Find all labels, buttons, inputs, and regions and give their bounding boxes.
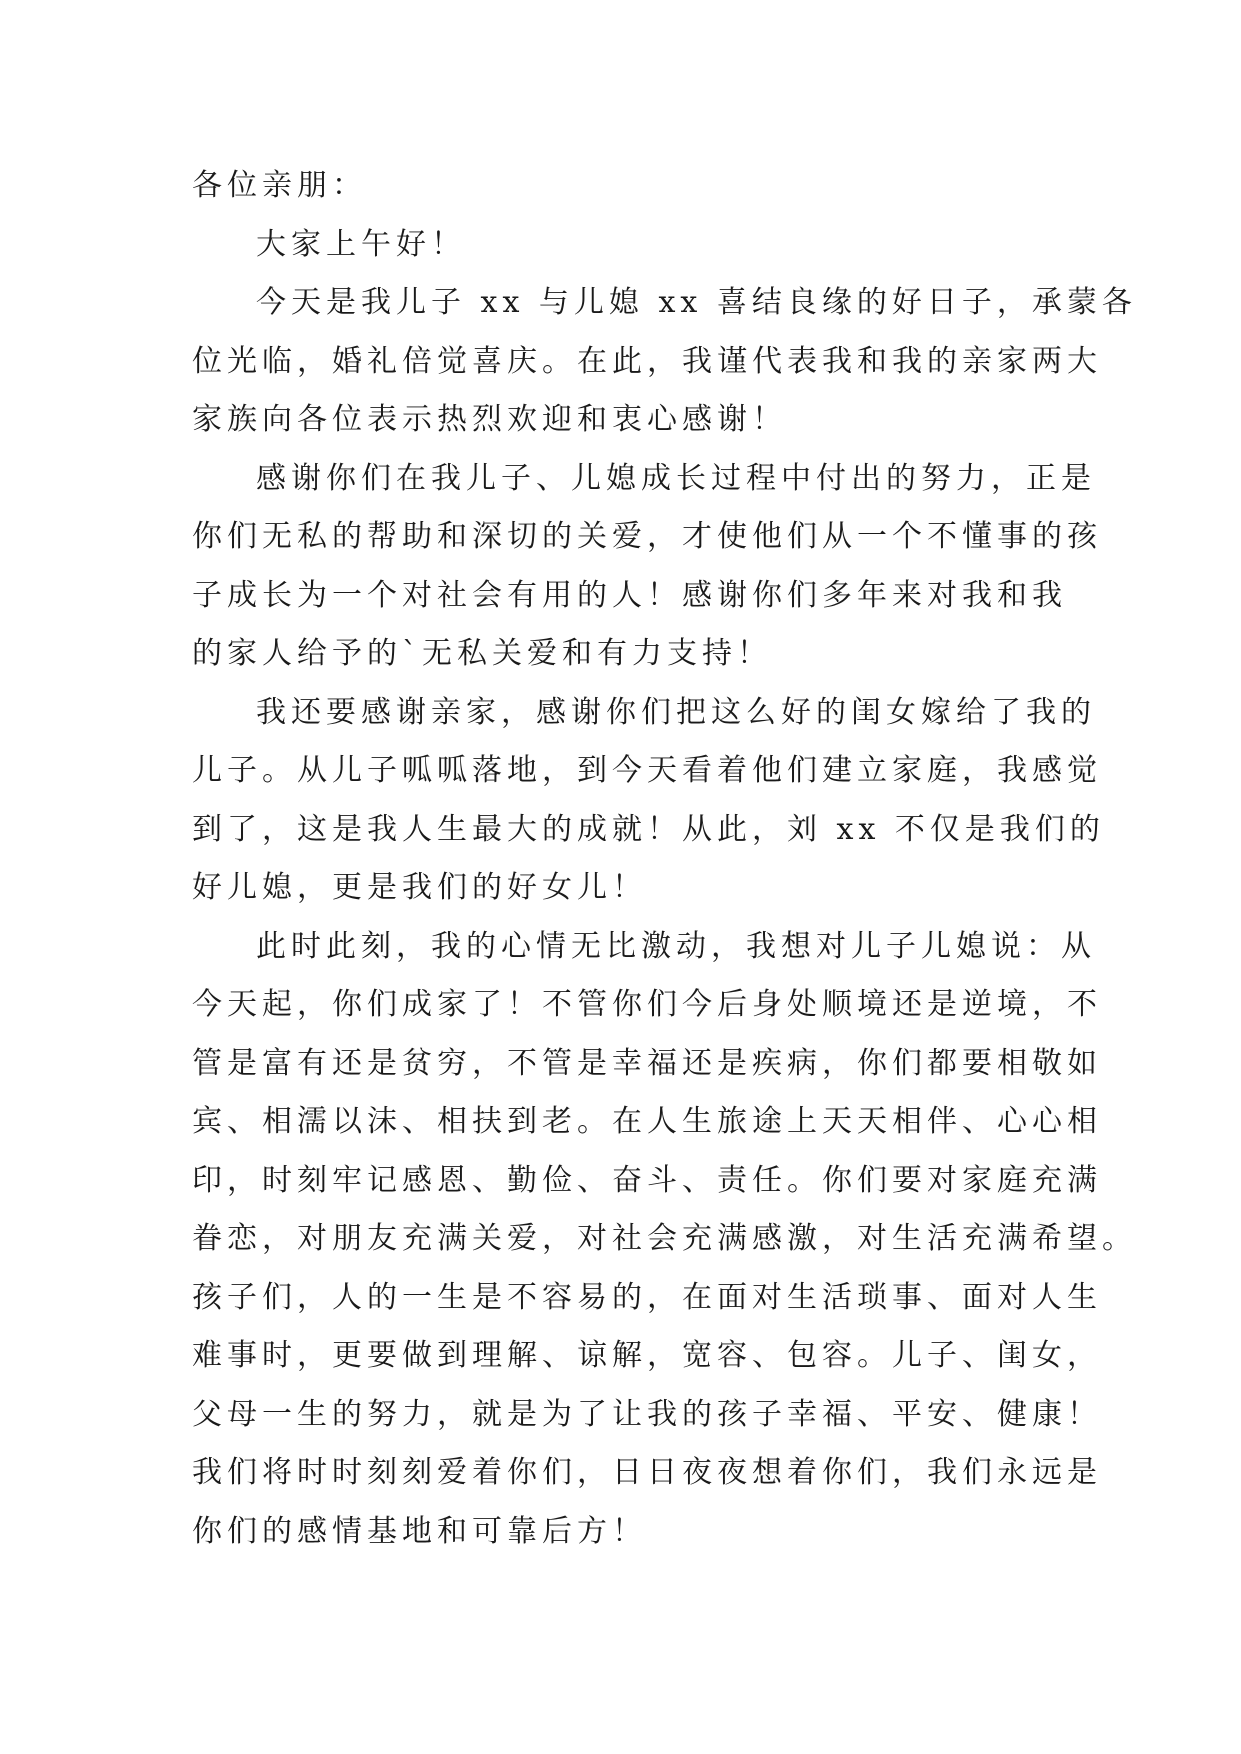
text-line: 宾、相濡以沫、相扶到老。在人生旅途上天天相伴、心心相 bbox=[192, 1104, 1102, 1139]
text-line: 印，时刻牢记感恩、勤俭、奋斗、责任。你们要对家庭充满 bbox=[192, 1162, 1102, 1198]
paragraph-welcome bbox=[192, 274, 1137, 450]
text-line: 子成长为一个对社会有用的人！感谢你们多年来对我和我 bbox=[192, 577, 1067, 613]
greeting: 大家上午好！ bbox=[256, 226, 466, 262]
text-line: 儿子。从儿子呱呱落地，到今天看着他们建立家庭，我感觉 bbox=[192, 753, 1102, 788]
text-line: 今天是我儿子 xx 与儿媳 xx 喜结良缘的好日子，承蒙各 bbox=[256, 285, 1137, 320]
text-line: 父母一生的努力，就是为了让我的孩子幸福、平安、健康！ bbox=[192, 1396, 1102, 1432]
text-line: 眷恋，对朋友充满关爱，对社会充满感激，对生活充满希望。 bbox=[192, 1221, 1137, 1256]
paragraph-blessing bbox=[192, 918, 1137, 1562]
text-line: 位光临，婚礼倍觉喜庆。在此，我谨代表我和我的亲家两大 bbox=[192, 343, 1102, 379]
text-line: 家族向各位表示热烈欢迎和衷心感谢！ bbox=[192, 402, 787, 437]
paragraph-in-laws bbox=[192, 684, 1105, 918]
text-line: 你们无私的帮助和深切的关爱，才使他们从一个不懂事的孩 bbox=[192, 519, 1102, 554]
salutation: 各位亲朋： bbox=[192, 168, 367, 203]
speech-body bbox=[192, 157, 1137, 1561]
text-line: 的家人给予的`无私关爱和有力支持！ bbox=[192, 636, 772, 671]
text-line: 管是富有还是贫穷，不管是幸福还是疾病，你们都要相敬如 bbox=[192, 1045, 1102, 1081]
text-line: 感谢你们在我儿子、儿媳成长过程中付出的努力，正是 bbox=[256, 460, 1096, 496]
text-line: 到了，这是我人生最大的成就！从此，刘 xx 不仅是我们的 bbox=[192, 811, 1105, 847]
text-line: 我们将时时刻刻爱着你们，日日夜夜想着你们，我们永远是 bbox=[192, 1455, 1102, 1490]
paragraph-thanks bbox=[192, 450, 1102, 684]
text-line: 今天起，你们成家了！不管你们今后身处顺境还是逆境，不 bbox=[192, 987, 1102, 1022]
text-line: 此时此刻，我的心情无比激动，我想对儿子儿媳说：从 bbox=[256, 928, 1096, 964]
text-line: 你们的感情基地和可靠后方！ bbox=[192, 1513, 647, 1549]
text-line: 难事时，更要做到理解、谅解，宽容、包容。儿子、闺女， bbox=[192, 1338, 1102, 1373]
text-line: 好儿媳，更是我们的好女儿！ bbox=[192, 870, 647, 905]
text-line: 孩子们，人的一生是不容易的，在面对生活琐事、面对人生 bbox=[192, 1279, 1102, 1315]
text-line: 我还要感谢亲家，感谢你们把这么好的闺女嫁给了我的 bbox=[256, 694, 1096, 730]
